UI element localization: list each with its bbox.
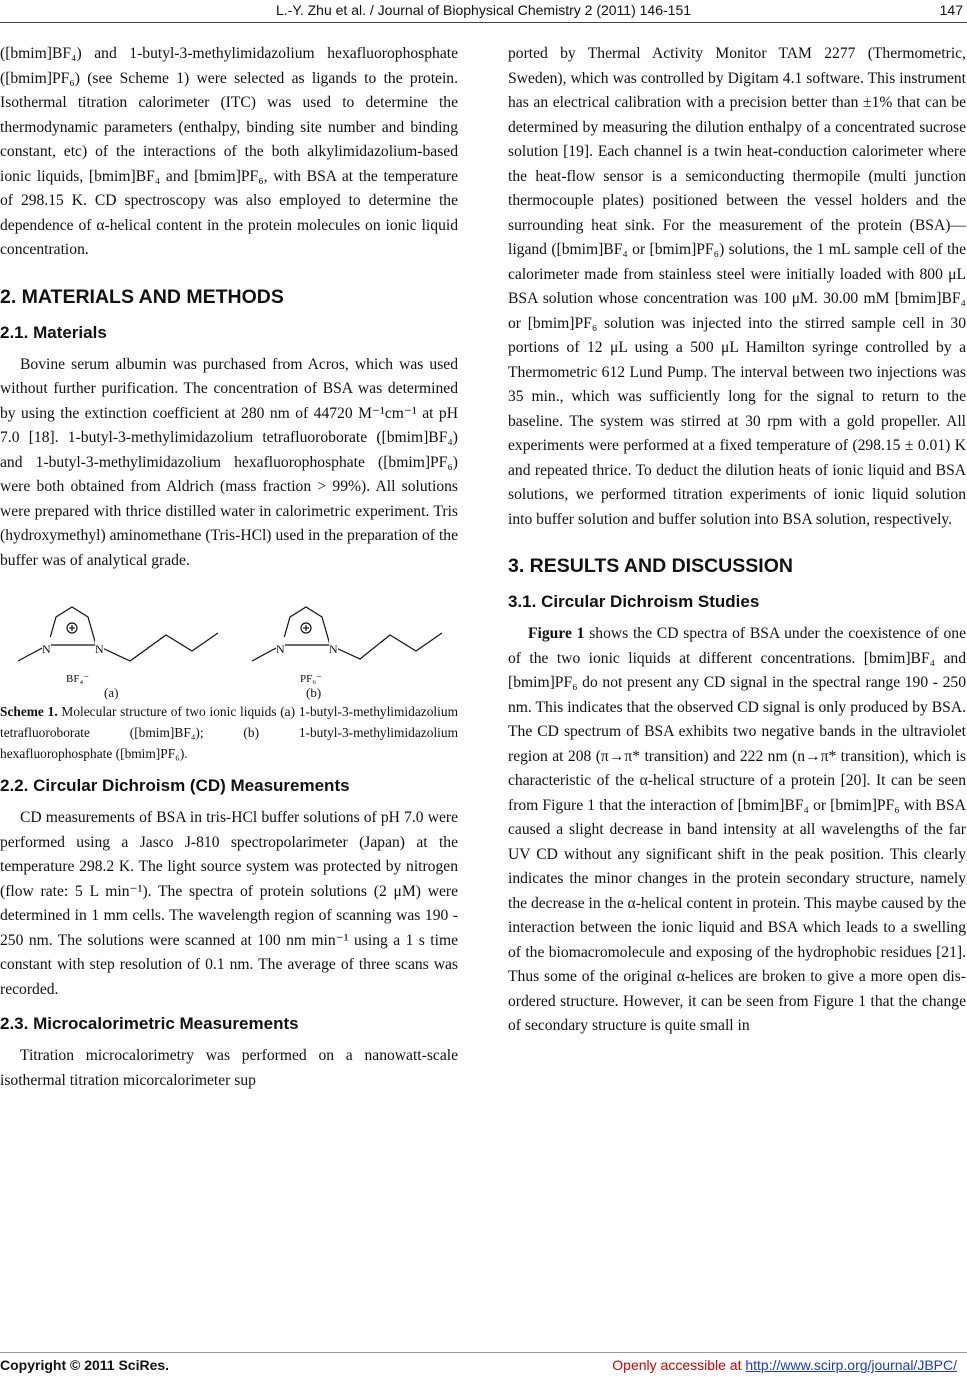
subsection-heading-microcalorimetry: 2.3. Microcalorimetric Measurements [0, 1014, 299, 1033]
anion-label-a: BF₄⁻ [66, 673, 90, 685]
n-atom-b2: N [329, 637, 338, 662]
cd-studies-paragraph [508, 622, 966, 1039]
scheme-label-a: (a) [104, 685, 119, 700]
subsection-heading-cd: 2.2. Circular Dichroism (CD) Measurements [0, 776, 350, 795]
subsection-heading-materials: 2.1. Materials [0, 322, 107, 342]
anion-label-b: PF₆⁻ [300, 673, 322, 685]
cd-studies-text: shows the CD spectra of BSA under the coexistence of one of the two ionic liquids at different concentrations. [bmim]BF₄ and [bmim]PF₆ do not present any CD signal in the spectral range 190 - 250 nm. This indicates that the observed CD signal is only produced by BSA. The CD spectrum of BSA exhibits two negative bands in the ultraviolet region at 208 (π→π* transition) and 222 nm (n→π* transition), which is characteristic of the α-helical structure of a protein [20]. It can be seen from Figure 1 that the interaction of [bmim]BF₄ or [bmim]PF₆ with BSA caused a slight decrease in band intensity at all wavelengths of the far UV CD without any significant shift in the peak position. This clearly indicates the minor changes in the protein secondary structure, namely the decrease in the α-helical content in protein. This maybe caused by the interaction between the ionic liquid and BSA which leads to a swelling of the biomacromolecule and exposing of the hydrophobic residues [21]. Thus some of the original α-helices are broken to give a more open disordered structure. However, it can be seen from Figure 1 that the change of secondary structure is quite small in [508, 625, 966, 1034]
scheme-caption-text: Molecular structure of two ionic liquids (a) 1-butyl-3-methylimidazolium tetrafluoroborate ([bmim]BF₄); (b) 1-butyl-3-methylimidazolium hexafluorophosphate ([bmim]PF₆). [0, 704, 458, 761]
figure-ref: Figure 1 [528, 625, 585, 642]
n-atom-b1: N [276, 637, 285, 662]
n-atom-a2: N [95, 637, 104, 662]
right-column [508, 42, 966, 1039]
n-atom-a1: N [42, 637, 51, 662]
page-number: 147 [939, 2, 963, 18]
section-heading-results: 3. RESULTS AND DISCUSSION [508, 555, 793, 577]
running-title: L.-Y. Zhu et al. / Journal of Biophysical Chemistry 2 (2011) 146-151 [275, 2, 692, 18]
access-notice [612, 1357, 957, 1373]
scheme-caption-label: Scheme 1. [0, 704, 58, 719]
materials-paragraph: Bovine serum albumin was purchased from Acros, which was used without further purification. The concentration of BSA was determined by using the extinction coefficient at 280 nm of 44720 M⁻¹cm⁻¹ at pH 7.0 [18]. 1-butyl-3-methylimidazolium tetrafluoroborate ([bmim]BF₄) and 1-butyl-3-methylimidazolium hexafluorophosphate ([bmim]PF₆) were both obtained from Aldrich (mass fraction > 99%). All solutions were prepared with thrice distilled water in calorimetric experiment. Tris (hydroxymethyl) aminomethane (Tris-HCl) used in the preparation of the buffer was of analytical grade. [0, 355, 458, 569]
cd-methods-paragraph: CD measurements of BSA in tris-HCl buffer solutions of pH 7.0 were performed using a Jasco J-810 spectropolarimeter (Japan) at the temperature 298.2 K. The light source system was protected by nitrogen (flow rate: 5 L min⁻¹). The spectra of protein solutions (2 μM) were determined in 1 mm cells. The wavelength region of scanning was 190 - 250 nm. The solutions were scanned at 100 nm min⁻¹ using a 1 s time constant with step resolution of 0.1 nm. The average of three scans was recorded. [0, 809, 458, 998]
footer-rule [0, 1352, 967, 1353]
scheme-label-b: (b) [306, 685, 322, 700]
section-heading-methods: 2. MATERIALS AND METHODS [0, 285, 284, 308]
intro-paragraph: ([bmim]BF₄) and 1-butyl-3-methylimidazolium hexafluorophosphate ([bmim]PF₆) (see Scheme 1) were selected as ligands to the protein. Isothermal titration calorimeter (ITC) was used to determine the thermodynamic parameters (enthalpy, binding site number and binding constant, etc) of the interactions of the both alkylimidazolium-based ionic liquids, [bmim]BF₄ and [bmim]PF₆, with BSA at the temperature of 298.15 K. CD spectroscopy was also employed to determine the dependence of α-helical content in the protein molecules on ionic liquid concentration. [0, 45, 458, 258]
journal-link[interactable]: http://www.scirp.org/journal/JBPC/ [745, 1357, 957, 1373]
copyright-notice: Copyright © 2011 SciRes. [0, 1357, 170, 1373]
subsection-heading-cd-studies: 3.1. Circular Dichroism Studies [508, 592, 760, 611]
running-header [0, 0, 967, 23]
left-column [0, 42, 458, 1093]
scheme-figure [0, 595, 458, 700]
microcalorimetry-continued-paragraph: ported by Thermal Activity Monitor TAM 2277 (Thermometric, Sweden), which was controlled by Digitam 4.1 software. This instrument has an electrical calibration with a precision better than ±1% that can be determined by measuring the dilution enthalpy of a concentrated sucrose solution [19]. Each channel is a twin heat-conduction calorimeter where the heat-flow sensor is a semiconducting thermopile (multi junction thermocouple plates) positioned between the vessel holders and the surrounding heat sink. For the measurement of the protein (BSA)—ligand ([bmim]BF₄ or [bmim]PF₆) solutions, the 1 mL sample cell of the calorimeter made from stainless steel were initially loaded with 800 μL BSA solution whose concentration was 100 μM. 30.00 mM [bmim]BF₄ or [bmim]PF₆ solution was injected into the stirred sample cell in 30 portions of 12 μL using a 500 μL Hamilton syringe controlled by a Thermometric 612 Lund Pump. The interval between two injections was 35 min., which was sufficiently long for the signal to return to the baseline. The system was stirred at 30 rpm with a gold propeller. All experiments were performed at a fixed temperature of (298.15 ± 0.01) K and repeated thrice. To deduct the dilution heats of ionic liquid and BSA solutions, we performed titration experiments of ionic liquid solution into buffer solution and buffer solution into BSA solution, respectively. [508, 45, 966, 528]
scheme-caption [0, 701, 458, 764]
microcalorimetry-paragraph: Titration microcalorimetry was performed on a nanowatt-scale isothermal titration micorcalorimeter sup [0, 1047, 458, 1089]
access-text: Openly accessible at [612, 1357, 746, 1373]
